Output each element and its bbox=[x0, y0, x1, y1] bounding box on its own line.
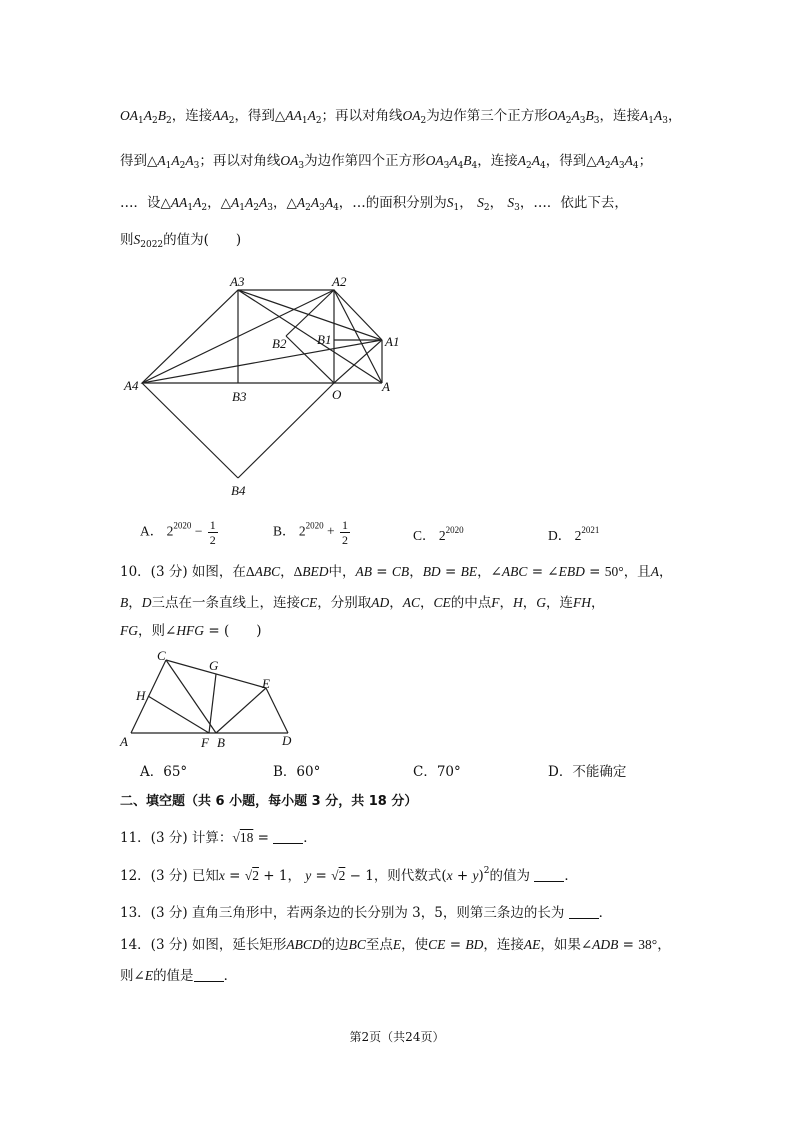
q10-option-a[interactable]: A．65° bbox=[140, 764, 188, 780]
label-a: A bbox=[382, 379, 390, 394]
q10-option-b[interactable]: B．60° bbox=[273, 764, 321, 780]
q10-option-c[interactable]: C．70° bbox=[413, 764, 461, 780]
label-a4: A4 bbox=[124, 378, 139, 393]
label-b1: B1 bbox=[317, 332, 332, 347]
label-o: O bbox=[332, 387, 342, 402]
q12: 12．(3 分) 已知x = √2 + 1， y = √2 − 1，则代数式$(x + y)^2$的值为 ． bbox=[120, 866, 578, 884]
q9-option-d[interactable]: D． $2^{2021}$ bbox=[548, 525, 600, 543]
q13-blank[interactable] bbox=[569, 906, 599, 919]
label-a: A bbox=[120, 734, 128, 749]
q9-line-4: 则$S_{2022}$的值为( ) bbox=[120, 232, 242, 250]
q10-line-3: FG，则∠HFG = ( ) bbox=[120, 623, 262, 639]
label-b3: B3 bbox=[232, 389, 247, 404]
q10-line-1: 10．(3 分) 如图，在ΔABC，ΔBED中，AB = CB，BD = BE，∠ABC = ∠EBD = 50°，且A， bbox=[120, 564, 673, 580]
page-footer: 第2页（共24页） bbox=[349, 1030, 445, 1044]
q10-figure bbox=[116, 648, 306, 752]
q9-line-1: $OA_1A_2B_2$，连接$AA_2$，得到$\triangle AA_1A_2$；再以对角线$OA_2$为边作第三个正方形$OA_2A_3B_3$，连接$A_1A_3$， bbox=[120, 108, 682, 126]
q9-line-3: …．设$\triangle AA_1A_2$，$\triangle A_1A_2A_3$，$\triangle A_2A_3A_4$，…的面积分别为$S_1$， $S_2$， $S_3$，…．依此下去， bbox=[120, 195, 628, 213]
label-f: F bbox=[201, 735, 209, 750]
q9-option-a[interactable]: A． $2^{2020}$ − $\frac{1}{2}$ bbox=[140, 518, 216, 547]
q14-line-1: 14．(3 分) 如图，延长矩形ABCD的边BC至点E，使CE = BD，连接AE，如果∠ADB = 38°， bbox=[120, 937, 671, 953]
label-a2: A2 bbox=[332, 274, 347, 289]
label-g: G bbox=[209, 658, 219, 673]
label-b2: B2 bbox=[272, 336, 287, 351]
q11: 11．(3 分) 计算：√18 = ． bbox=[120, 830, 317, 846]
q12-blank[interactable] bbox=[534, 869, 564, 882]
q13: 13．(3 分) 直角三角形中，若两条边的长分别为 3，5，则第三条边的长为 ． bbox=[120, 905, 613, 921]
label-d: D bbox=[282, 733, 292, 748]
q9-option-b[interactable]: B． $2^{2020}$ + $\frac{1}{2}$ bbox=[273, 518, 349, 547]
q9-figure bbox=[120, 270, 420, 500]
label-e: E bbox=[262, 676, 270, 691]
q9-line-2: 得到$\triangle A_1A_2A_3$；再以对角线$OA_3$为边作第四个正方形$OA_3A_4B_4$，连接$A_2A_4$，得到$\triangle A_2A_3A_4$； bbox=[120, 153, 653, 171]
q10-line-2: B，D三点在一条直线上，连接CE，分别取AD，AC，CE的中点F，H，G，连FH， bbox=[120, 595, 605, 611]
q14-line-2: 则∠E的值是 ． bbox=[120, 968, 238, 984]
q9-option-c[interactable]: C． $2^{2020}$ bbox=[413, 525, 464, 543]
label-b: B bbox=[217, 735, 225, 750]
q11-blank[interactable] bbox=[273, 831, 303, 844]
q14-blank[interactable] bbox=[194, 969, 224, 982]
label-h: H bbox=[136, 688, 146, 703]
label-b4: B4 bbox=[231, 483, 246, 498]
label-a1: A1 bbox=[385, 334, 400, 349]
label-a3: A3 bbox=[230, 274, 245, 289]
q10-option-d[interactable]: D．不能确定 bbox=[548, 764, 627, 780]
label-c: C bbox=[157, 648, 166, 663]
section-title: 二、填空题（共 6 小题，每小题 3 分，共 18 分） bbox=[120, 794, 418, 809]
